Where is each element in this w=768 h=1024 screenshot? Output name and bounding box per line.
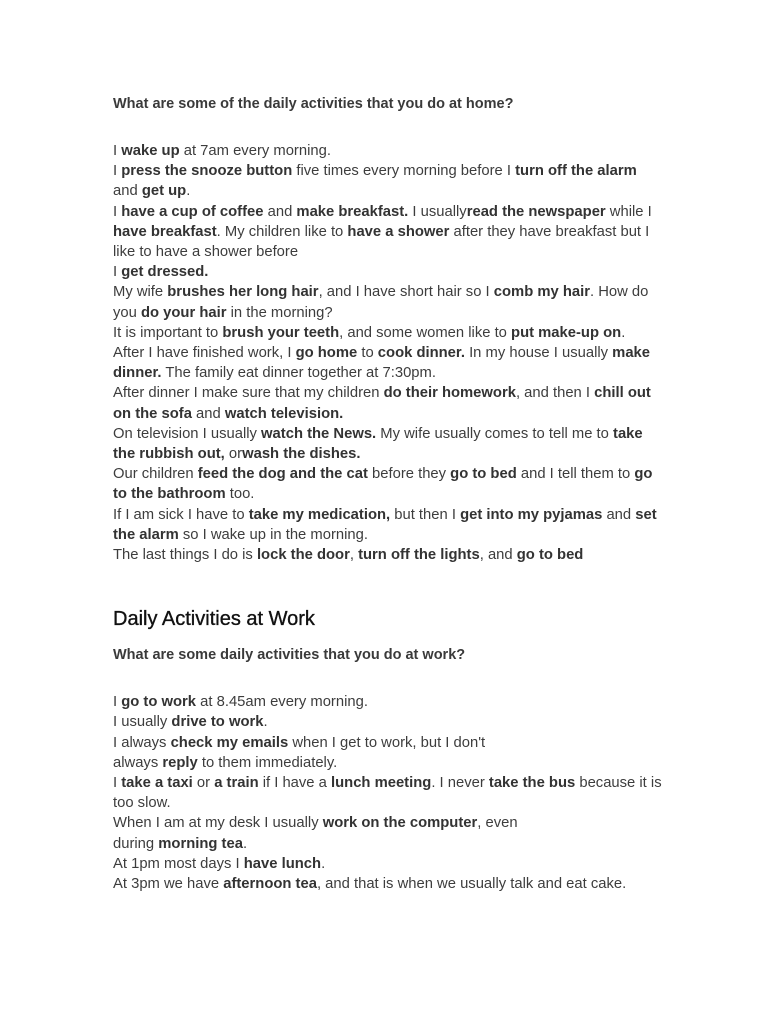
text-run: . [242, 835, 248, 852]
activity-phrase: lock the door [256, 547, 350, 564]
activity-phrase: watch the News. [261, 425, 377, 442]
text-run: during [113, 835, 159, 852]
text-run: before they [367, 466, 451, 483]
work-paragraph [113, 692, 663, 712]
text-run: to [357, 345, 378, 362]
activity-phrase: go to bed [516, 547, 584, 564]
section-heading-work: Daily Activities at Work [113, 608, 315, 631]
activity-phrase: have breakfast [113, 223, 217, 240]
text-run: always [113, 754, 163, 771]
text-run: In my house I usually [464, 345, 613, 362]
text-run: while I [605, 203, 652, 220]
activity-phrase: make dinner. [113, 345, 651, 382]
activity-phrase: take a taxi [121, 775, 193, 792]
activity-phrase: make breakfast. [296, 203, 409, 220]
text-run: . [321, 855, 326, 872]
text-run: , [349, 547, 359, 564]
activity-phrase: chill out on the sofa [113, 385, 651, 422]
text-run: . How do you [113, 284, 649, 321]
text-run: when I get to work, but I don't [288, 734, 486, 751]
activity-phrase: drive to work [171, 714, 264, 731]
text-run: to them immediately. [197, 754, 338, 771]
activity-phrase: check my emails [170, 734, 289, 751]
activity-phrase: watch television. [224, 405, 344, 422]
activity-phrase: turn off the lights [358, 547, 480, 564]
home-paragraph [113, 343, 663, 383]
text-run: The last things I do is [113, 547, 257, 564]
text-run: I [113, 264, 122, 281]
home-paragraph [113, 545, 663, 565]
text-run: I [113, 163, 122, 180]
text-run: My wife usually comes to tell me to [376, 425, 614, 442]
home-activities-text [113, 141, 663, 565]
text-run: The family eat dinner together at 7:30pm. [161, 365, 436, 382]
text-run: too. [225, 486, 255, 503]
activity-phrase: get dressed. [121, 264, 209, 281]
text-run: or [192, 775, 215, 792]
spacer [113, 632, 663, 645]
activity-phrase: afternoon tea [223, 876, 317, 893]
text-run: On television I usually [113, 425, 262, 442]
text-run: After I have finished work, I [113, 345, 296, 362]
activity-phrase: take my medication, [248, 506, 391, 523]
activity-phrase: brush your teeth [222, 324, 340, 341]
activity-phrase: have a shower [347, 223, 450, 240]
text-run: After dinner I make sure that my children [113, 385, 384, 402]
activity-phrase: wake up [121, 143, 180, 159]
activity-phrase: have a cup of coffee [121, 203, 264, 220]
home-paragraph [113, 282, 663, 322]
spacer [113, 665, 663, 692]
activity-phrase: turn off the alarm [515, 163, 637, 180]
text-run: , and some women like to [339, 324, 512, 341]
activity-phrase: have lunch [243, 855, 322, 872]
home-paragraph [113, 202, 663, 283]
activity-phrase: do their homework [383, 385, 516, 402]
activity-phrase: a train [214, 775, 259, 792]
home-paragraph [113, 141, 663, 161]
activity-phrase: comb my hair [493, 284, 590, 301]
activity-phrase: morning tea [158, 835, 243, 852]
work-paragraph [113, 813, 663, 853]
activity-phrase: take the rubbish out, [113, 425, 643, 463]
text-run: It is important to [113, 324, 223, 341]
text-run: . [263, 714, 268, 731]
home-paragraph [113, 464, 663, 504]
text-run: or [224, 446, 243, 463]
text-run: five times every morning before I [292, 163, 516, 180]
home-question: What are some of the daily activities that you do at home? [113, 96, 514, 112]
text-run: At 3pm we have [113, 876, 224, 893]
text-run: , and [479, 547, 517, 564]
text-run: , and then I [515, 385, 595, 402]
text-run: . I never [431, 775, 489, 792]
work-paragraph [113, 712, 663, 732]
activity-phrase: set the alarm [113, 506, 657, 543]
text-run: . [186, 183, 191, 200]
text-run: , even [477, 815, 518, 832]
text-run: and [191, 405, 225, 422]
activity-phrase: take the bus [488, 775, 576, 792]
text-run: if I have a [258, 775, 331, 792]
text-run: When I am at my desk I usually [113, 815, 323, 832]
text-run: Our children [113, 466, 198, 483]
text-run: At 1pm most days I [113, 855, 244, 872]
home-paragraph [113, 323, 663, 343]
text-run: , and I have short hair so I [318, 284, 494, 301]
text-run: at 8.45am every morning. [196, 694, 368, 711]
text-run: I [113, 775, 122, 792]
text-run: I [113, 143, 122, 159]
home-paragraph [113, 383, 663, 423]
work-paragraph [113, 854, 663, 874]
activity-phrase: reply [162, 754, 198, 771]
activity-phrase: go to work [121, 694, 197, 711]
text-run: , and that is when we usually talk and eat cake. [316, 876, 627, 893]
home-paragraph [113, 161, 663, 201]
text-run: and [113, 183, 142, 200]
document-page [113, 94, 663, 894]
work-paragraph [113, 773, 663, 813]
activity-phrase: go to bed [450, 466, 517, 483]
work-activities-text [113, 692, 663, 894]
text-run: I usually [408, 203, 467, 220]
spacer [113, 114, 663, 141]
activity-phrase: feed the dog and the cat [197, 466, 368, 483]
activity-phrase: go to the bathroom [113, 466, 653, 503]
text-run: but then I [390, 506, 461, 523]
activity-phrase: go home [295, 345, 358, 362]
text-run: and [263, 203, 297, 220]
text-run: My wife [113, 284, 168, 301]
activity-phrase: press the snooze button [121, 163, 293, 180]
text-run: and I tell them to [516, 466, 635, 483]
home-paragraph [113, 505, 663, 545]
text-run: after they have breakfast but I like to have a shower before [113, 223, 650, 261]
activity-phrase: put make-up on [511, 324, 622, 341]
work-question: What are some daily activities that you do at work? [113, 647, 466, 664]
text-run: . My children like to [216, 223, 348, 240]
text-run: and [602, 506, 636, 523]
text-run: at 7am every morning. [179, 143, 331, 159]
activity-phrase: get into my pyjamas [460, 506, 603, 523]
activity-phrase: lunch meeting [331, 775, 432, 792]
home-paragraph [113, 424, 663, 464]
spacer [113, 565, 663, 606]
activity-phrase: brushes her long hair [167, 284, 319, 301]
activity-phrase: wash the dishes. [242, 446, 361, 463]
text-run: If I am sick I have to [113, 506, 249, 523]
work-paragraph [113, 874, 663, 894]
work-paragraph [113, 733, 663, 773]
text-run: because it is too slow. [113, 775, 662, 812]
text-run: in the morning? [226, 304, 333, 321]
text-run: I usually [113, 714, 172, 731]
text-run: I [113, 694, 122, 711]
activity-phrase: cook dinner. [377, 345, 465, 362]
text-run: so I wake up in the morning. [178, 526, 368, 543]
text-run: . [621, 324, 626, 341]
text-run: I [113, 203, 122, 220]
activity-phrase: get up [141, 183, 187, 200]
activity-phrase: work on the computer [322, 815, 478, 832]
activity-phrase: read the newspaper [466, 203, 606, 220]
text-run: I always [113, 734, 171, 751]
activity-phrase: do your hair [140, 304, 227, 321]
